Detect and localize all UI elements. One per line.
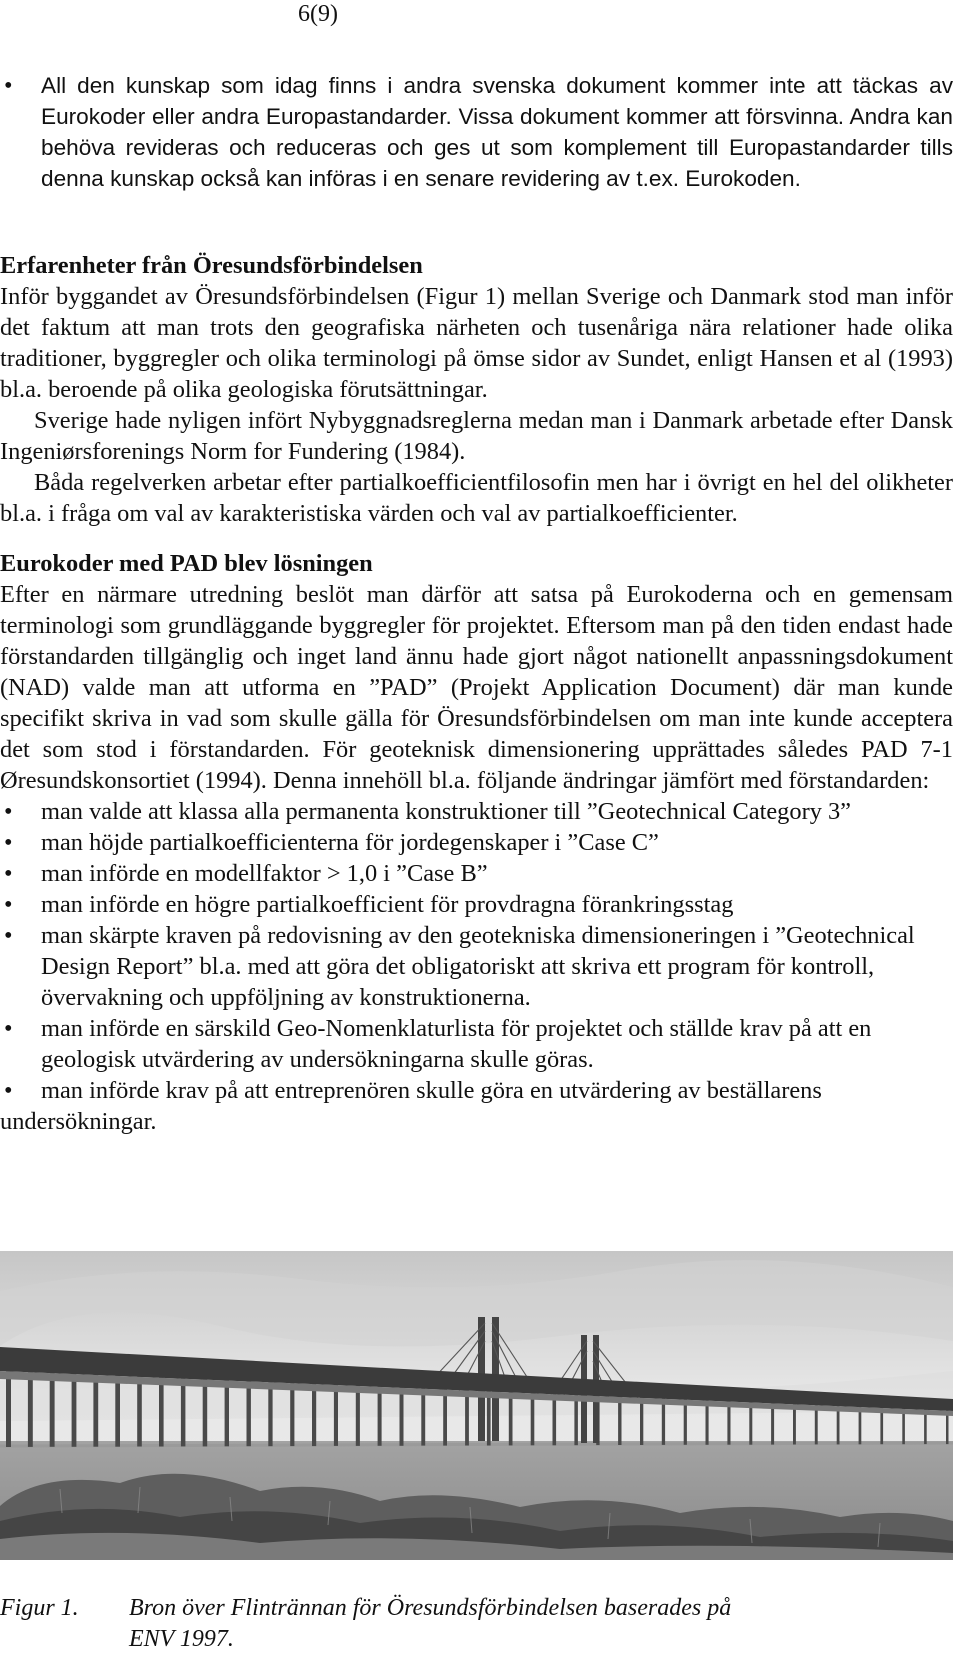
bullet-icon: • (4, 922, 13, 949)
list-item-text: man skärpte kraven på redovisning av den geotekniska dimensioneringen i ”Geotechnical Design Report” bl.a. med att göra det obligatoriskt att skriva ett program för kontroll, övervakning och uppföljning av konstruktionerna. (41, 922, 915, 1011)
bullet-icon: • (4, 860, 13, 887)
intro-text: All den kunskap som idag finns i andra svenska dokument kommer inte att täckas av Eurokoder eller andra Europastandarder. Vissa dokument kommer att försvinna. Andra kan behöva revideras och reduceras och ges ut som komplement till Europastandarder tills denna kunskap också kan införas i en senare revidering av t.ex. Eurokoden. (41, 73, 953, 191)
list-item (0, 1013, 953, 1075)
section-heading: Erfarenheter från Öresundsförbindelsen (0, 252, 423, 279)
list-item-text: man införde en modellfaktor > 1,0 i ”Case B” (41, 860, 488, 887)
page-number: 6(9) (298, 1, 338, 27)
list-item (0, 889, 953, 920)
bridge-photo (0, 1251, 953, 1560)
list-item-text: man införde krav på att entreprenören skulle göra en utvärdering av beställarens undersökningar. (0, 1077, 822, 1135)
list-item (0, 920, 953, 1013)
list-item-text: man valde att klassa alla permanenta konstruktioner till ”Geotechnical Category 3” (41, 798, 852, 825)
changes-list (0, 796, 953, 1137)
list-item-text: man införde en särskild Geo-Nomenklaturlista för projektet och ställde krav på att en geologisk utvärdering av undersökningarna skulle göras. (41, 1015, 872, 1073)
bullet-icon: • (4, 1015, 13, 1042)
list-item (0, 827, 953, 858)
bullet-icon: • (4, 891, 13, 918)
paragraph: Båda regelverken arbetar efter partialkoefficientfilosofin men har i övrigt en hel del olikheter bl.a. i fråga om val av karakteristiska värden och val av partialkoefficienter. (0, 469, 953, 527)
list-item (0, 796, 953, 827)
bullet-icon: • (4, 1077, 13, 1104)
list-item (0, 858, 953, 889)
list-item-text: man höjde partialkoefficienterna för jordegenskaper i ”Case C” (41, 829, 659, 856)
section-heading: Eurokoder med PAD blev lösningen (0, 550, 373, 577)
list-item (0, 1075, 953, 1137)
bullet-icon: • (4, 72, 13, 99)
intro-bullet (0, 70, 953, 194)
bullet-icon: • (4, 798, 13, 825)
section-eurokoder (0, 548, 953, 1137)
figure-caption-text: Bron över Flintrännan för Öresundsförbindelsen baserades på ENV 1997. (129, 1595, 732, 1652)
section-oresund (0, 250, 953, 529)
paragraph: Inför byggandet av Öresundsförbindelsen (Figur 1) mellan Sverige och Danmark stod man inför det faktum att man trots den geografiska närheten och tusenåriga nära relationer hade olika traditioner, byggregler och olika terminologi på ömse sidor av Sundet, enligt Hansen et al (1993) bl.a. beroende på olika geologiska förutsättningar. (0, 283, 953, 403)
list-item-text: man införde en högre partialkoefficient för provdragna förankringsstag (41, 891, 734, 918)
paragraph: Efter en närmare utredning beslöt man därför att satsa på Eurokoderna och en gemensam terminologi som grundläggande byggregler för projektet. Eftersom man på den tiden endast hade förstandarden tillgänglig och inget land ännu hade gjort något nationellt anpassningsdokument (NAD) valde man att utforma en ”PAD” (Projekt Application Document) där man kunde specifikt skriva in vad som skulle gälla för Öresundsförbindelsen om man inte kunde acceptera det som stod i förstandarden. För geoteknisk dimensionering upprättades således PAD 7-1 Øresundskonsortiet (1994). Denna innehöll bl.a. följande ändringar jämfört med förstandarden: (0, 581, 953, 794)
bullet-icon: • (4, 829, 13, 856)
paragraph: Sverige hade nyligen infört Nybyggnadsreglerna medan man i Danmark arbetade efter Dansk Ingeniørsforenings Norm for Fundering (1984). (0, 407, 953, 465)
figure-label: Figur 1. (0, 1595, 79, 1621)
